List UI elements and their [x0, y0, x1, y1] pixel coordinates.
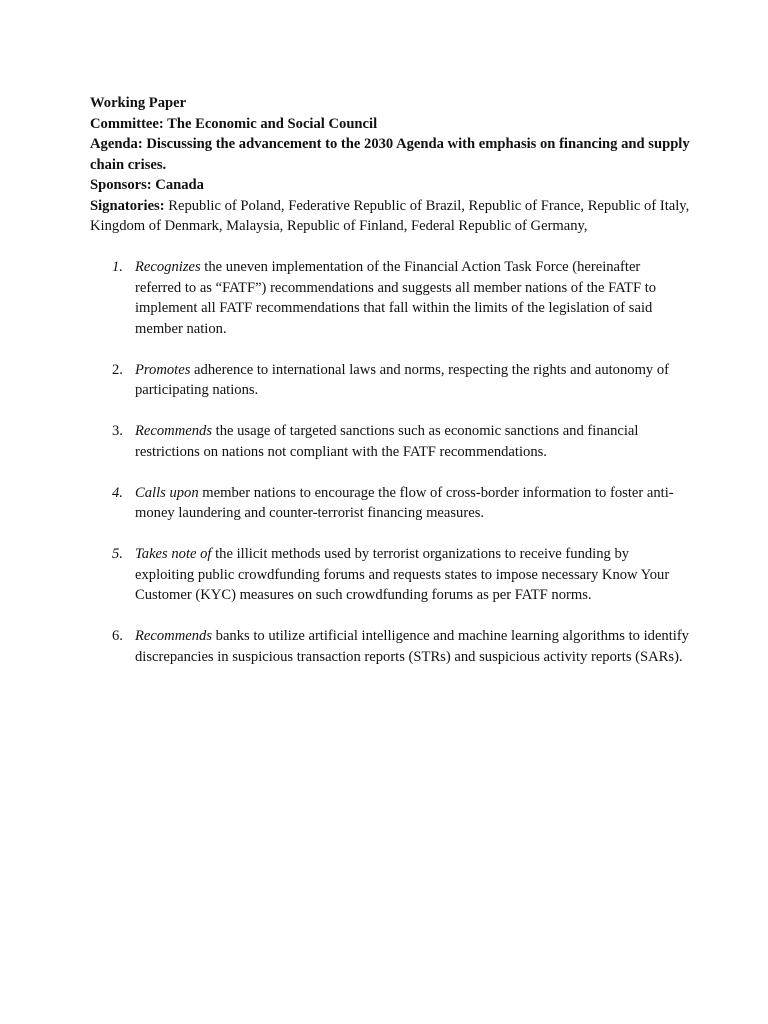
clause-number: 6. — [112, 628, 123, 644]
clause-text: the illicit methods used by terrorist organizations to receive funding by exploiting public crowdfunding forums and requests states to impose necessary Know Your Customer (KYC) measures on such crowdfunding forums as per FATF norms. — [135, 546, 670, 603]
clause-number: 4. — [112, 484, 123, 501]
clause-item — [90, 626, 690, 667]
clause-verb: Recognizes — [135, 259, 201, 275]
clause-verb: Recommends — [135, 423, 212, 439]
clause-number: 5. — [112, 546, 123, 562]
clause-number: 3. — [112, 423, 123, 439]
clause-number: 1. — [112, 259, 123, 275]
clause-text: adherence to international laws and norms, respecting the rights and autonomy of participating nations. — [135, 361, 670, 398]
clause-text: banks to utilize artificial intelligence and machine learning algorithms to identify discrepancies in suspicious transaction reports (STRs) and suspicious activity reports (SARs). — [135, 628, 689, 665]
clause-verb: Calls upon — [135, 484, 199, 501]
committee-line: Committee: The Economic and Social Council — [90, 115, 378, 132]
clause-verb: Recommends — [135, 628, 212, 644]
clause-item — [90, 544, 690, 606]
clause-item — [90, 257, 690, 339]
signatories-line — [90, 196, 690, 237]
signatories-value: Republic of Poland, Federative Republic of Brazil, Republic of France, Republic of Italy, Kingdom of Denmark, Malaysia, Republic of Finland, Federal Republic of Germany, — [90, 197, 690, 234]
clause-number: 2. — [112, 361, 123, 378]
clause-text: member nations to encourage the flow of cross-border information to foster anti-money laundering and counter-terrorist financing measures. — [135, 484, 674, 521]
clause-item — [90, 483, 690, 524]
document-header — [90, 93, 690, 237]
sponsors-line: Sponsors: Canada — [90, 177, 204, 193]
clause-verb: Promotes — [135, 361, 191, 378]
clause-item — [90, 421, 690, 462]
clause-text: the usage of targeted sanctions such as economic sanctions and financial restrictions on nations not compliant with the FATF recommendations. — [135, 423, 639, 460]
signatories-key: Signatories: — [90, 197, 165, 214]
clause-verb: Takes note of — [135, 546, 212, 562]
agenda-line: Agenda: Discussing the advancement to the 2030 Agenda with emphasis on financing and supply chain crises. — [90, 136, 690, 173]
document-heading: Working Paper — [90, 95, 187, 111]
clause-list — [90, 257, 690, 688]
clause-text: the uneven implementation of the Financial Action Task Force (hereinafter referred to as “FATF”) recommendations and suggests all member nations of the FATF to implement all FATF recommendations that fall within the limits of the legislation of said member nation. — [135, 259, 657, 337]
clause-item — [90, 360, 690, 401]
